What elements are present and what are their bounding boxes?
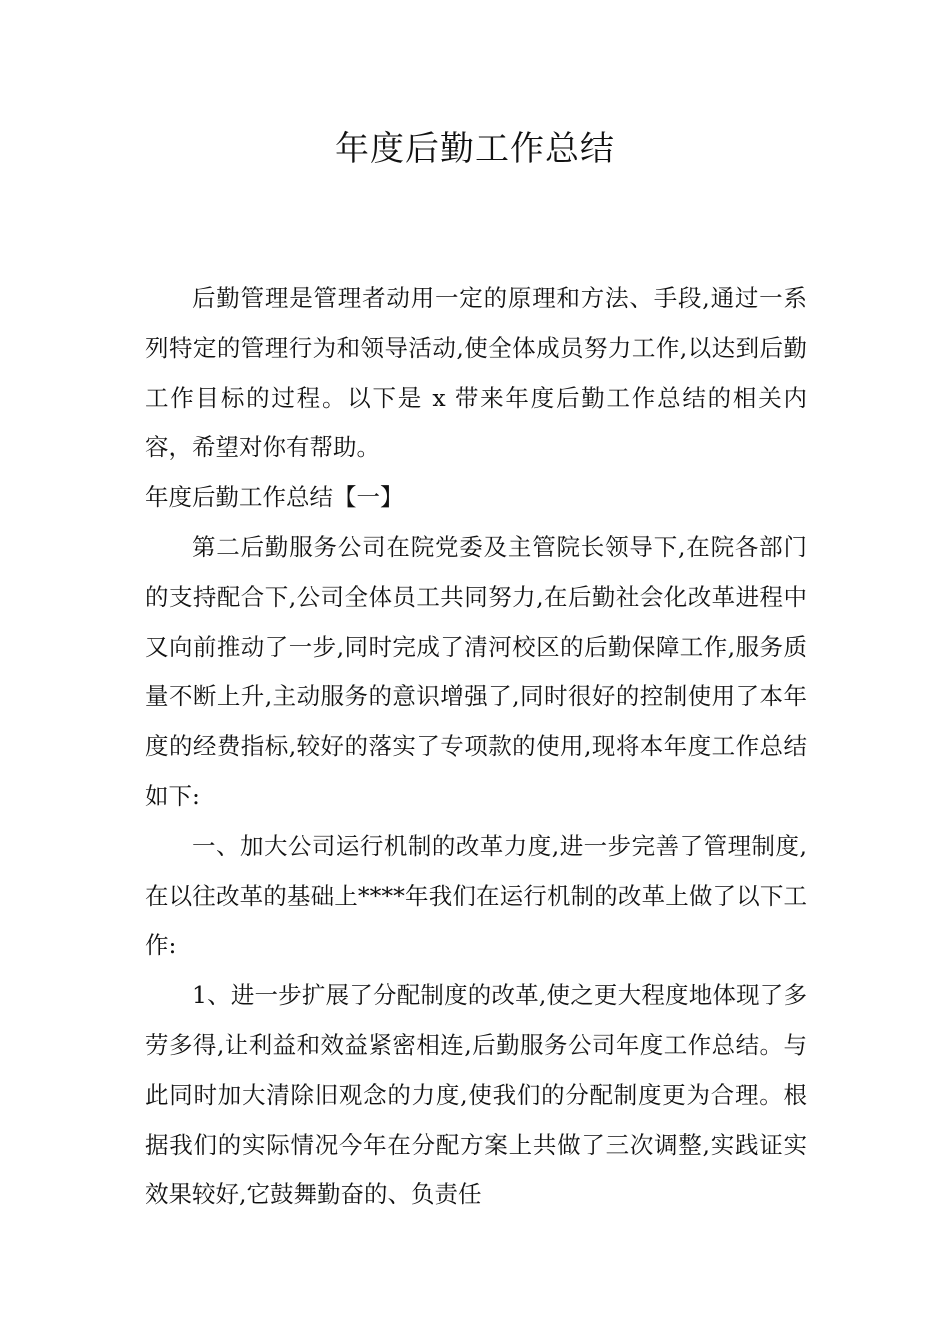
intro-paragraph: 后勤管理是管理者动用一定的原理和方法、手段,通过一系列特定的管理行为和领导活动,使全体成员努力工作,以达到后勤工作目标的过程。以下是 x 带来年度后勤工作总结的相关内容，希望对你有帮助。 (145, 284, 807, 462)
body-paragraph: 一、加大公司运行机制的改革力度,进一步完善了管理制度,在以往改革的基础上****年我们在运行机制的改革上做了以下工作: (145, 831, 807, 960)
document-body (145, 274, 807, 1220)
section-heading: 年度后勤工作总结【一】 (145, 483, 404, 512)
body-paragraph: 第二后勤服务公司在院党委及主管院长领导下,在院各部门的支持配合下,公司全体员工共同努力,在后勤社会化改革进程中又向前推动了一步,同时完成了清河校区的后勤保障工作,服务质量不断上升,主动服务的意识增强了,同时很好的控制使用了本年度的经费指标,较好的落实了专项款的使用,现将本年度工作总结如下: (145, 532, 807, 810)
document-title: 年度后勤工作总结 (335, 129, 615, 169)
body-paragraph: 1、进一步扩展了分配制度的改革,使之更大程度地体现了多劳多得,让利益和效益紧密相连,后勤服务公司年度工作总结。与此同时加大清除旧观念的力度,使我们的分配制度更为合理。根据我们的实际情况今年在分配方案上共做了三次调整,实践证实效果较好,它鼓舞勤奋的、负责任 (145, 981, 807, 1209)
